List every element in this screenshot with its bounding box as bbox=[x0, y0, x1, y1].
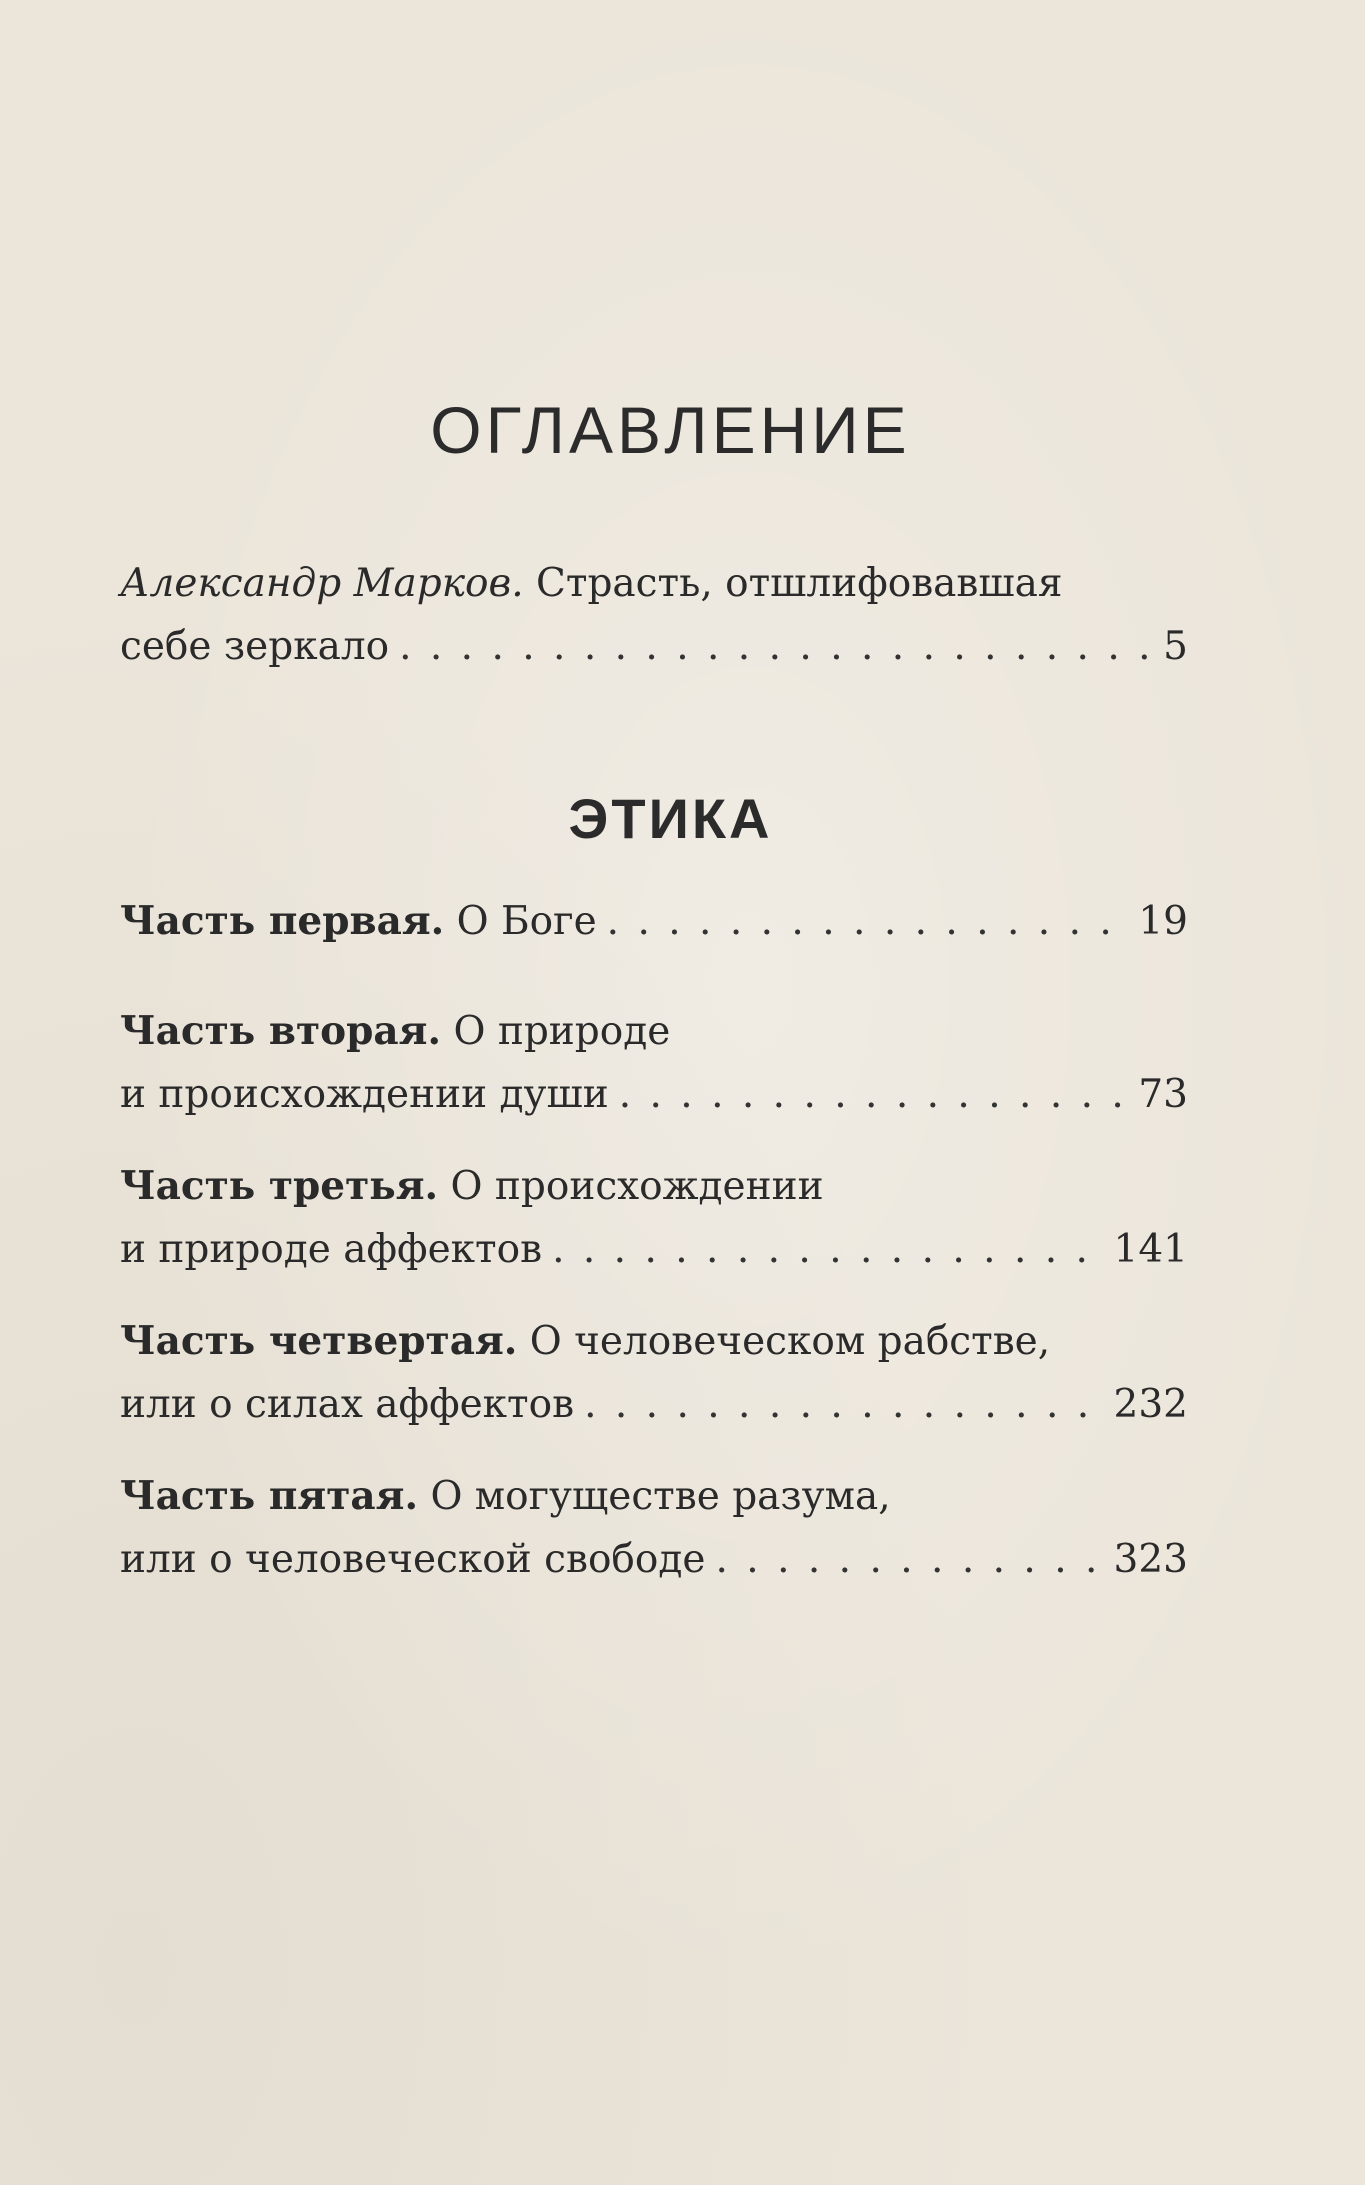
dot-leader bbox=[607, 890, 1129, 953]
part-title-continued: и природе аффектов bbox=[120, 1227, 543, 1272]
toc-entry-line bbox=[120, 1000, 1188, 1063]
dot-leader bbox=[399, 615, 1153, 678]
entry-page-number: 19 bbox=[1138, 899, 1188, 944]
part-title-continued: или о человеческой свободе bbox=[120, 1537, 706, 1582]
toc-entry-line bbox=[120, 1528, 1188, 1591]
page-title: ОГЛАВЛЕНИЕ bbox=[430, 393, 911, 467]
part-title: О происхождении bbox=[450, 1164, 824, 1209]
toc-entry-part-5[interactable] bbox=[120, 1465, 1188, 1591]
toc-entry-line bbox=[120, 1063, 1188, 1126]
dot-leader bbox=[552, 1218, 1103, 1281]
dot-leader bbox=[619, 1063, 1129, 1126]
toc-entry-part-3[interactable] bbox=[120, 1155, 1188, 1281]
toc-entry-intro[interactable] bbox=[120, 552, 1188, 678]
part-label: Часть четвертая. bbox=[120, 1318, 518, 1364]
entry-title: Страсть, отшлифовавшая bbox=[536, 561, 1063, 606]
part-label: Часть первая. bbox=[120, 898, 445, 944]
toc-entry-part-4[interactable] bbox=[120, 1310, 1188, 1436]
dot-leader bbox=[584, 1373, 1103, 1436]
part-title-continued: или о силах аффектов bbox=[120, 1382, 575, 1427]
part-label: Часть вторая. bbox=[120, 1008, 442, 1054]
part-title: О Боге bbox=[456, 899, 597, 944]
toc-entry-part-1[interactable] bbox=[120, 890, 1188, 953]
entry-page-number: 5 bbox=[1163, 624, 1188, 669]
entry-page-number: 232 bbox=[1113, 1382, 1188, 1427]
part-label: Часть пятая. bbox=[120, 1473, 419, 1519]
toc-entry-line bbox=[120, 552, 1188, 615]
entry-page-number: 73 bbox=[1138, 1072, 1188, 1117]
toc-entry-line bbox=[120, 1373, 1188, 1436]
entry-page-number: 323 bbox=[1113, 1537, 1188, 1582]
part-title: О природе bbox=[453, 1009, 671, 1054]
part-title: О человеческом рабстве, bbox=[529, 1319, 1051, 1364]
dot-leader bbox=[715, 1528, 1103, 1591]
toc-entry-line bbox=[120, 890, 1188, 953]
toc-entry-line bbox=[120, 615, 1188, 678]
section-title: ЭТИКА bbox=[568, 787, 773, 850]
part-title-continued: и происхождении души bbox=[120, 1072, 609, 1117]
toc-entry-line bbox=[120, 1218, 1188, 1281]
toc-entry-line bbox=[120, 1155, 1188, 1218]
part-label: Часть третья. bbox=[120, 1163, 439, 1209]
entry-author: Александр Марков. bbox=[120, 561, 524, 606]
toc-entry-line bbox=[120, 1465, 1188, 1528]
entry-page-number: 141 bbox=[1113, 1227, 1188, 1272]
entry-title-continued: себе зеркало bbox=[120, 624, 390, 669]
toc-entry-part-2[interactable] bbox=[120, 1000, 1188, 1126]
part-title: О могуществе разума, bbox=[430, 1474, 891, 1519]
toc-entry-line bbox=[120, 1310, 1188, 1373]
